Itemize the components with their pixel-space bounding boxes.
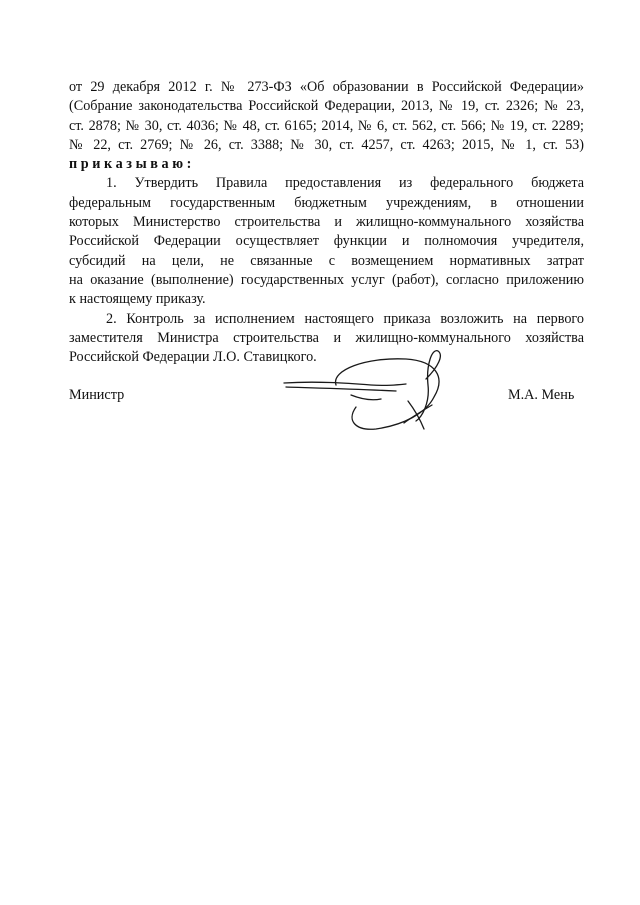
signatory-name: М.А. Мень bbox=[508, 387, 575, 403]
item2-line: 2. Контроль за исполнением настоящего приказа возложить на первого bbox=[106, 310, 584, 327]
item1-line: Российской Федерации осуществляет функции и полномочия учредителя, bbox=[69, 233, 584, 250]
item1-line: 1. Утвердить Правила предоставления из федерального бюджета bbox=[106, 175, 584, 192]
text-line: № 22, ст. 2769; № 26, ст. 3388; № 30, ст. 4257, ст. 4263; 2015, № 1, ст. 53) bbox=[69, 136, 584, 153]
text-line: ст. 2878; № 30, ст. 4036; № 48, ст. 6165; 2014, № 6, ст. 562, ст. 566; № 19, ст. 2289; bbox=[69, 117, 584, 134]
order-word: приказываю: bbox=[69, 156, 195, 173]
item2-line: Российской Федерации Л.О. Ставицкого. bbox=[69, 349, 317, 366]
item1-line: федеральным государственным бюджетным учреждениям, в отношении bbox=[69, 194, 584, 211]
signatory-title: Министр bbox=[69, 387, 125, 403]
item1-line: на оказание (выполнение) государственных услуг (работ), согласно приложению bbox=[69, 271, 584, 288]
handwritten-signature bbox=[276, 345, 466, 445]
item2-line: заместителя Министра строительства и жилищно-коммунального хозяйства bbox=[69, 329, 584, 346]
text-line: (Собрание законодательства Российской Федерации, 2013, № 19, ст. 2326; № 23, bbox=[69, 98, 584, 115]
document-body bbox=[69, 78, 584, 367]
item1-line: к настоящему приказу. bbox=[69, 291, 206, 308]
item1-line: субсидий на цели, не связанные с возмещением нормативных затрат bbox=[69, 252, 584, 269]
item1-line: которых Министерство строительства и жилищно-коммунального хозяйства bbox=[69, 214, 584, 231]
text-line: от 29 декабря 2012 г. № 273-ФЗ «Об образовании в Российской Федерации» bbox=[69, 79, 584, 95]
